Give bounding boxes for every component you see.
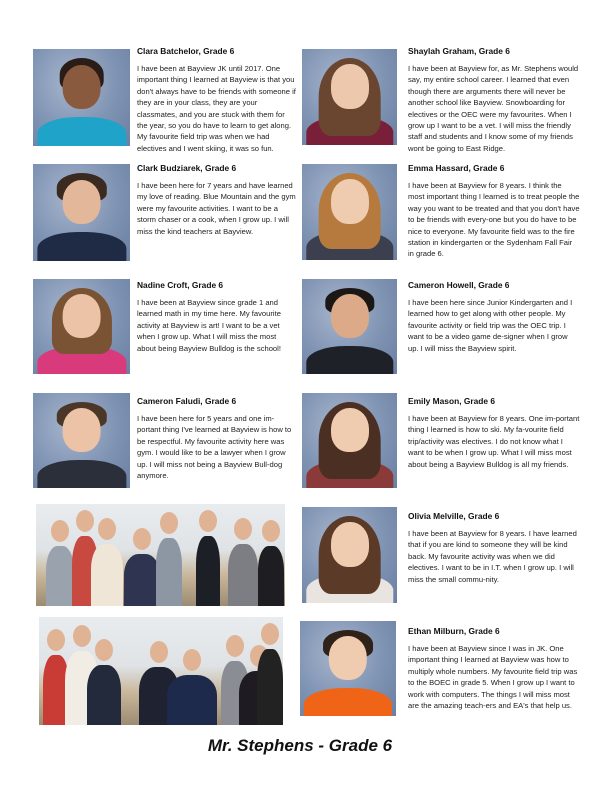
student-name: Emma Hassard, Grade 6 (408, 163, 505, 173)
student-name: Emily Mason, Grade 6 (408, 396, 496, 406)
student-photo-cameron-faludi (33, 393, 130, 488)
student-entry-emily-mason (408, 396, 580, 470)
student-photo-nadine-croft (33, 279, 130, 374)
student-name: Ethan Milburn, Grade 6 (408, 626, 500, 636)
class-group-photo-1 (36, 504, 285, 606)
student-entry-nadine-croft (137, 280, 297, 354)
student-photo-emma-hassard (302, 164, 397, 260)
student-bio: I have been here for 5 years and one im-portant thing I've learned at Bayview is how to be respectful. My favourite activity here was gym. I would like to be a lawyer when I grow up. I will miss not being a Bayview Bull-dog anymore. (137, 414, 292, 481)
student-photo-ethan-milburn (300, 621, 396, 716)
student-name: Clara Batchelor, Grade 6 (137, 46, 235, 56)
student-bio: I have been here for 7 years and have learned my love of reading. Blue Mountain and the gym were my favourite activities. I want to be a storm chaser or a cook, when I grow up. I will miss the kind teachers at Bayview. (137, 181, 296, 236)
student-bio: I have been at Bayview for 8 years. I think the most important thing I learned is to treat people the way you want to be treated and that you don't have to be friends with every-one but you do have to be nice to everyone. My favourite field was to the fire station in kindergarten or the Sydenham Fall Fair in grade 6. (408, 181, 580, 259)
student-entry-clark-budziarek (137, 163, 297, 237)
page-title: Mr. Stephens - Grade 6 (207, 736, 393, 755)
student-entry-cameron-howell (408, 280, 580, 354)
student-name: Nadine Croft, Grade 6 (137, 280, 224, 290)
student-photo-shaylah-graham (302, 49, 397, 145)
student-bio: I have been at Bayview since grade 1 and learned math in my time here. My favourite activity at Bayview is art! I want to be a vet when I grow up. What I will miss the most about being Bayview Bulldog is the school! (137, 298, 281, 353)
student-name: Clark Budziarek, Grade 6 (137, 163, 237, 173)
student-name: Shaylah Graham, Grade 6 (408, 46, 510, 56)
student-bio: I have been at Bayview JK until 2017. One important thing I learned at Bayview is that you don't always have to be friends with someone if they are in your class, they are your classmates, and you are stuck with them for the year, so you do have to learn to get along. My favourite field trip was when we had electives and I went skiing, it was so fun. (137, 64, 296, 153)
student-entry-emma-hassard (408, 163, 580, 260)
student-entry-clara-batchelor (137, 46, 297, 154)
student-photo-clara-batchelor (33, 49, 130, 146)
student-bio: I have been at Bayview for, as Mr. Stephens would say, my entire school career. I learned that even though there are arguments there will never be another school like Bayview. Snowboarding for electives or the OEC were my favourites. When I grow up I want to be a vet. I will miss the friendly staff and students and I know some of my friends wont be going to East Ridge. (408, 64, 579, 153)
student-name: Cameron Howell, Grade 6 (408, 280, 510, 290)
student-photo-emily-mason (302, 393, 397, 488)
student-bio: I have been at Bayview since I was in JK. One important thing I learned at Bayview was how to multiply whole numbers. My favourite field trip was to the BOEC in grade 5. When I grow up I want to work with computers. The things I will miss most are the amazing teach-ers and EA's that help us. (408, 644, 578, 711)
student-entry-ethan-milburn (408, 626, 580, 711)
student-name: Olivia Melville, Grade 6 (408, 511, 500, 521)
student-photo-cameron-howell (302, 279, 397, 374)
class-group-photo-2 (39, 617, 283, 725)
student-bio: I have been at Bayview for 8 years. One im-portant thing I learned is how to ski. My fa-vourite field trip/activity was electives. I do not know what I want to be when I grow up. What I will miss most about being a Bayview Bulldog is all my friends. (408, 414, 580, 469)
student-bio: I have been at Bayview for 8 years. I have learned that if you are kind to someone they will be kind back. My favourite activity was when we did electives. I want to be in I.T. when I grow up. I will miss the small commu-nity. (408, 529, 577, 584)
student-photo-olivia-melville (302, 507, 397, 603)
student-entry-olivia-melville (408, 511, 580, 585)
student-entry-cameron-faludi (137, 396, 297, 481)
student-entry-shaylah-graham (408, 46, 580, 154)
student-bio: I have been here since Junior Kindergarten and I learned how to get along with other people. My favourite activity or field trip was the OEC trip. I want to be a video game de-signer when I grow up. I will miss the Bayview spirit. (408, 298, 573, 353)
student-photo-clark-budziarek (33, 164, 130, 261)
student-name: Cameron Faludi, Grade 6 (137, 396, 237, 406)
